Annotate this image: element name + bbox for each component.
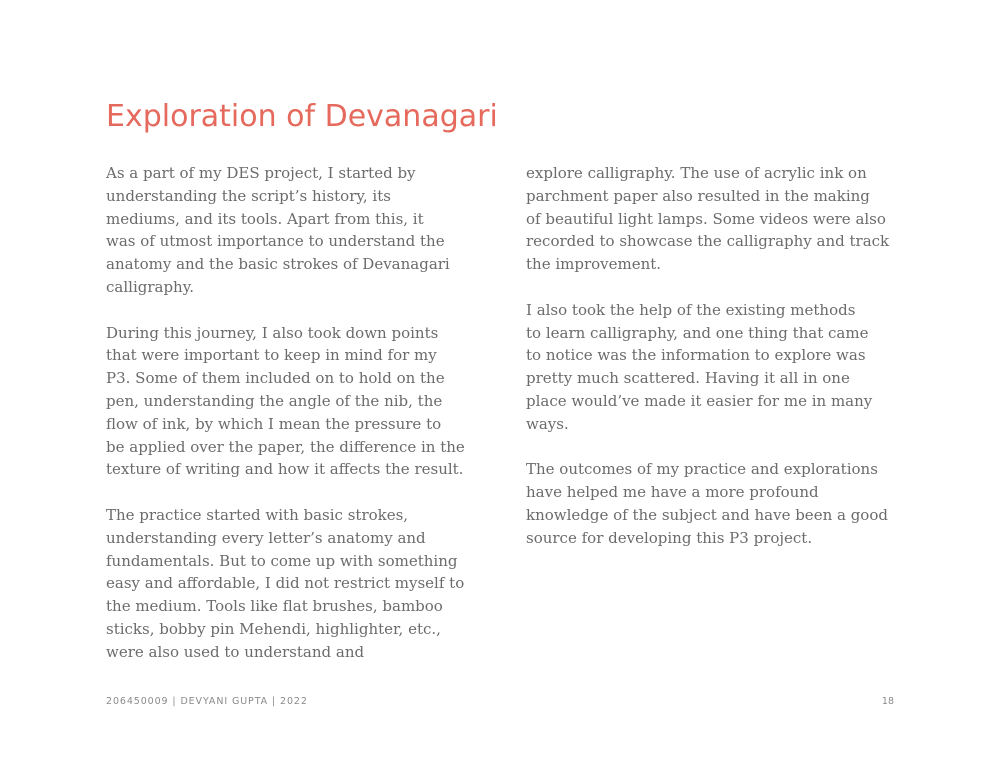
left-column — [106, 162, 478, 686]
body-paragraph: The outcomes of my practice and explorations have helped me have a more profound knowledge of the subject and have been a good source for developing this P3 project. — [526, 460, 888, 547]
body-paragraph: As a part of my DES project, I started by understanding the script’s history, its mediums, and its tools. Apart from this, it was of utmost importance to understand the anatomy and the basic strokes of Devanagari calligraphy. — [106, 164, 450, 296]
page-title: Exploration of Devanagari — [106, 99, 498, 134]
right-column — [526, 162, 898, 572]
body-paragraph: I also took the help of the existing methods to learn calligraphy, and one thing that came to notice was the information to explore was pretty much scattered. Having it all in one place would’ve made it easier for me in many ways. — [526, 300, 873, 433]
body-paragraph: The practice started with basic strokes, understanding every letter’s anatomy and fundamentals. But to come up with something easy and affordable, I did not restrict myself to the medium. Tools like flat brushes, bamboo sticks, bobby pin Mehendi, highlighter, etc., were also used to understand and — [106, 505, 465, 661]
footer-author-info: 206450009 | DEVYANI GUPTA | 2022 — [106, 696, 308, 707]
body-paragraph: During this journey, I also took down points that were important to keep in mind for my P3. Some of them included on to hold on the pen, understanding the angle of the nib, the flow of ink, by which I mean the pressure to be applied over the paper, the difference in the texture of writing and how it affects the result. — [106, 323, 465, 479]
body-paragraph: explore calligraphy. The use of acrylic ink on parchment paper also resulted in the making of beautiful light lamps. Some videos were also recorded to showcase the calligraphy and track the improvement. — [526, 164, 890, 274]
page-number: 18 — [881, 696, 894, 707]
